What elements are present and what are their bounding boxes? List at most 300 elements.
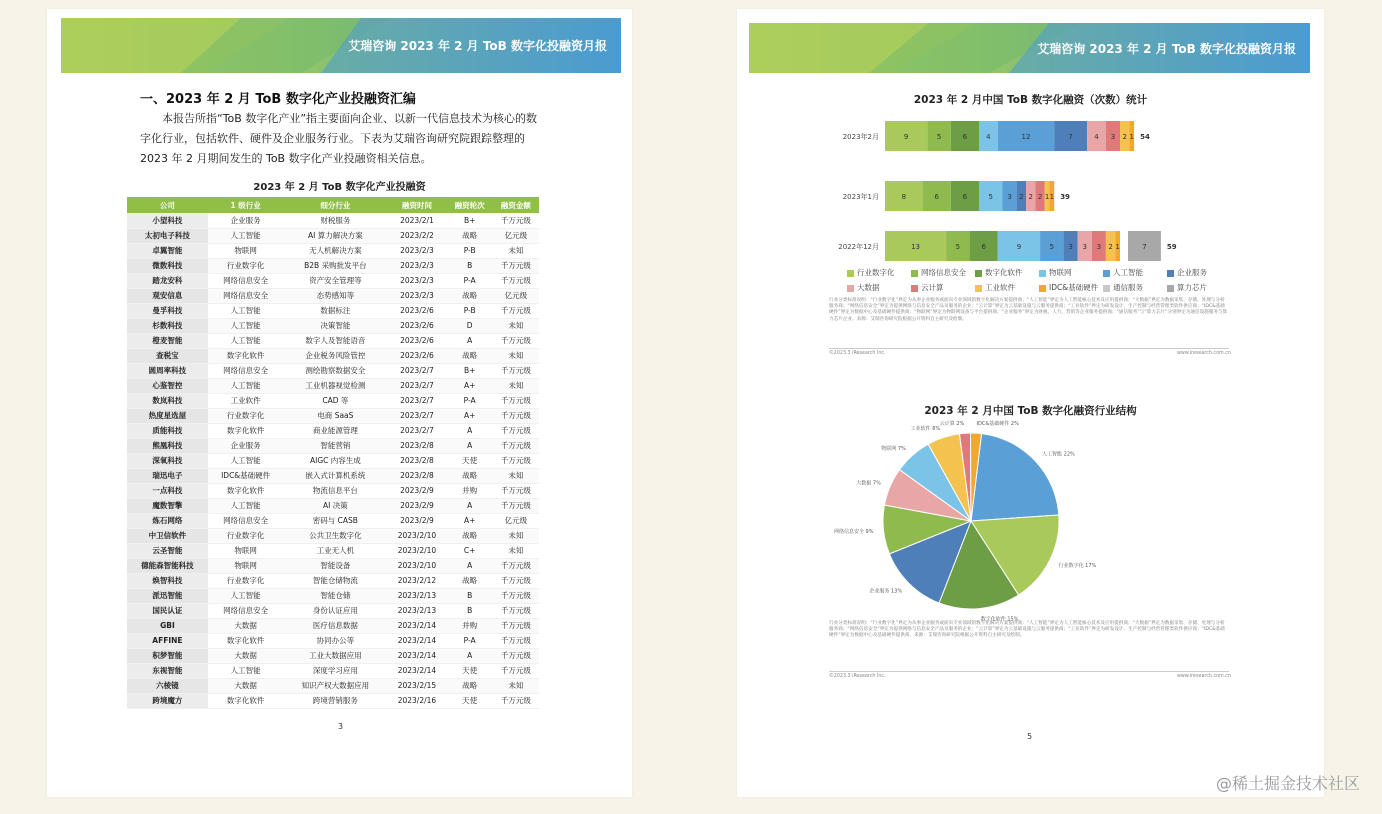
table-cell: 并购 [447,483,493,498]
data-label: 7 [1068,133,1073,141]
table-row [127,573,539,588]
report-page-3 [47,9,632,797]
data-label: 2 [1019,193,1024,201]
data-label: 6 [981,243,986,251]
data-label: 5 [1049,243,1055,251]
data-label: 2 [1037,193,1043,201]
table-cell: 查税宝 [127,348,208,363]
table-cell: A+ [447,378,493,393]
data-label: 9 [1016,243,1022,251]
table-row [127,603,539,618]
table-cell: 2023/2/7 [387,423,446,438]
data-label: 3 [1082,243,1087,251]
table-cell: 行业数字化 [208,408,284,423]
table-cell: 工业大数据应用 [283,648,387,663]
table-cell: 熊凰科技 [127,438,208,453]
table-row [127,378,539,393]
table-cell: AFFINE [127,633,208,648]
data-label: 4 [1094,133,1099,141]
table-cell: 人工智能 [208,453,284,468]
table-cell: 千万元级 [493,453,539,468]
table-cell: 未知 [493,378,539,393]
table-cell: 德能森智能科技 [127,558,208,573]
table-row [127,483,539,498]
table-cell: 魔数智擎 [127,498,208,513]
table-cell: P-B [447,243,493,258]
legend-label: 物联网 [1049,268,1072,277]
table-cell: 2023/2/14 [387,648,446,663]
table-cell: 东视智能 [127,663,208,678]
column-header: 公司 [127,197,208,213]
legend-swatch [1103,285,1110,292]
pie-label: 数字化软件 15% [980,616,1019,623]
pie-label: 人工智能 22% [1042,451,1075,458]
data-label: 1 [1049,193,1055,201]
table-cell: 商业能源管理 [283,423,387,438]
legend-item [911,267,975,278]
legend-item [1039,267,1103,278]
table-cell: 未知 [493,468,539,483]
table-cell: 2023/2/6 [387,348,446,363]
category-label: 2022年12月 [838,243,879,251]
table-cell: 千万元级 [493,408,539,423]
table-cell: 人工智能 [208,303,284,318]
data-label: 13 [911,243,921,251]
table-cell: 千万元级 [493,693,539,708]
table-cell: 2023/2/10 [387,528,446,543]
table-cell: 财税服务 [283,213,387,228]
legend-item [911,282,975,293]
table-cell: 嵌入式计算机系统 [283,468,387,483]
table-cell: 天使 [447,453,493,468]
table-cell: 无人机解决方案 [283,243,387,258]
table-row [127,318,539,333]
table-cell: 战略 [447,348,493,363]
table-cell: 橙麦智能 [127,333,208,348]
website: www.iresearch.com.cn [1177,674,1231,679]
table-cell: 千万元级 [493,303,539,318]
table-cell: 千万元级 [493,648,539,663]
pie-label: 行业数字化 17% [1058,562,1097,569]
table-row [127,543,539,558]
table-cell: 2023/2/3 [387,273,446,288]
table-cell: 资产安全管理等 [283,273,387,288]
table-cell: AI 决策 [283,498,387,513]
table-row [127,618,539,633]
table-cell: P-B [447,303,493,318]
table-cell: 战略 [447,288,493,303]
pie-label: 企业服务 13% [869,588,903,595]
table-cell: 千万元级 [493,498,539,513]
table-cell: 知识产权大数据应用 [283,678,387,693]
table-cell: 数字化软件 [208,348,284,363]
table-cell: 2023/2/1 [387,213,446,228]
data-label: 6 [962,193,968,201]
table-cell: 网络信息安全 [208,288,284,303]
table-cell: 2023/2/7 [387,408,446,423]
table-cell: 微数科技 [127,258,208,273]
table-cell: 数字化软件 [208,483,284,498]
table-cell: A+ [447,513,493,528]
table-cell: 一点科技 [127,483,208,498]
table-row [127,648,539,663]
table-cell: B [447,603,493,618]
intro-paragraph: 本报告所指“ToB 数字化产业”指主要面向企业、以新一代信息技术为核心的数字化行业，包括软件、硬件及企业服务行业。下表为艾瑞咨询研究院跟踪整理的 2023 年 2 月期间发生的 ToB 数字化产业投融资相关信息。 [140,112,538,165]
table-cell: 中卫信软件 [127,528,208,543]
table-cell: 炼石网络 [127,513,208,528]
banner-title: 艾瑞咨询 2023 年 2 月 ToB 数字化投融资月报 [348,39,607,53]
table-cell: 2023/2/3 [387,258,446,273]
table-cell: 物联网 [208,543,284,558]
data-label: 3 [1007,193,1012,201]
table-cell: 亿元级 [493,513,539,528]
table-cell: 六棱镜 [127,678,208,693]
table-cell: A+ [447,408,493,423]
section-heading: 一、2023 年 2 月 ToB 数字化产业投融资汇编 [140,92,416,107]
banner-title: 艾瑞咨询 2023 年 2 月 ToB 数字化投融资月报 [1037,41,1296,56]
legend-label: 工业软件 [985,283,1015,292]
copyright: ©2023.3 iResearch Inc. [829,674,886,679]
table-cell: P-A [447,633,493,648]
legend-label: 人工智能 [1113,268,1143,277]
table-cell: 热度星选屋 [127,408,208,423]
legend-swatch [1103,270,1110,277]
legend-swatch [911,285,918,292]
data-label: 3 [1110,133,1116,141]
table-row [127,453,539,468]
table-cell: 瑞迅电子 [127,468,208,483]
table-cell: 网络信息安全 [208,273,284,288]
divider [829,671,1229,672]
table-cell: 千万元级 [493,273,539,288]
legend-swatch [1039,285,1046,292]
pie-label: 大数据 7% [856,480,881,487]
table-cell: 千万元级 [493,558,539,573]
legend-item [975,267,1039,278]
data-label: 1 [1044,193,1050,201]
table-cell: 行业数字化 [208,573,284,588]
bar-chart-legend [847,267,1247,297]
data-label: 3 [1096,243,1102,251]
table-row [127,348,539,363]
table-cell: D [447,318,493,333]
table-cell: 战略 [447,678,493,693]
table-cell: 战略 [447,228,493,243]
table-cell: 2023/2/16 [387,693,446,708]
table-row [127,588,539,603]
data-label: 2 [1028,193,1033,201]
financing-table [127,197,539,709]
table-cell: 焕智科技 [127,573,208,588]
table-cell: 千万元级 [493,633,539,648]
table-cell: B [447,258,493,273]
data-label: 6 [962,133,968,141]
table-cell: 态势感知等 [283,288,387,303]
table-cell: 曼孚科技 [127,303,208,318]
pie-slice [971,434,1059,521]
total-label: 59 [1166,243,1177,251]
table-cell: 心鉴智控 [127,378,208,393]
table-cell: 未知 [493,243,539,258]
column-header: 融资时间 [387,197,446,213]
table-cell: 跨境魔方 [127,693,208,708]
table-cell: 2023/2/3 [387,243,446,258]
table-cell: 小望科技 [127,213,208,228]
data-label: 5 [955,243,961,251]
table-cell: B+ [447,363,493,378]
table-cell: 大数据 [208,618,284,633]
table-cell: A [447,648,493,663]
legend-swatch [975,285,982,292]
table-cell: 天使 [447,693,493,708]
report-page-5 [737,9,1324,797]
table-cell: 2023/2/6 [387,303,446,318]
table-cell: 智能设备 [283,558,387,573]
pie-label: 工业软件 6% [910,425,941,432]
column-header: 融资金额 [493,197,539,213]
table-cell: A [447,498,493,513]
table-cell: 未知 [493,528,539,543]
table-row [127,558,539,573]
table-cell: 2023/2/14 [387,633,446,648]
legend-label: 通信服务 [1113,283,1143,292]
table-cell: 物流信息平台 [283,483,387,498]
table-cell: 千万元级 [493,618,539,633]
data-label: 12 [1021,133,1031,141]
category-label: 2023年2月 [842,133,879,141]
legend-swatch [847,285,854,292]
legend-item [847,282,911,293]
table-cell: 人工智能 [208,378,284,393]
column-header: 细分行业 [283,197,387,213]
table-cell: 千万元级 [493,483,539,498]
legend-item [975,282,1039,293]
pie-chart-title: 2023 年 2 月中国 ToB 数字化融资行业结构 [924,405,1137,417]
table-cell: B [447,588,493,603]
table-cell: P-A [447,273,493,288]
table-cell: 并购 [447,618,493,633]
data-label: 1 [1129,133,1134,141]
table-cell: 未知 [493,348,539,363]
data-label: 5 [988,193,993,201]
table-cell: 企业服务 [208,213,284,228]
table-cell: 太初电子科技 [127,228,208,243]
table-cell: 杉数科技 [127,318,208,333]
table-cell: 2023/2/10 [387,558,446,573]
bar-chart [737,109,1324,264]
table-row [127,408,539,423]
table-cell: 2023/2/7 [387,363,446,378]
table-cell: 千万元级 [493,333,539,348]
table-cell: 千万元级 [493,258,539,273]
table-cell: 人工智能 [208,318,284,333]
table-row [127,393,539,408]
legend-label: 企业服务 [1177,268,1207,277]
table-cell: 2023/2/13 [387,603,446,618]
table-cell: A [447,333,493,348]
legend-item [1103,267,1167,278]
table-row [127,663,539,678]
table-cell: 2023/2/10 [387,543,446,558]
legend-label: 数字化软件 [985,268,1023,277]
legend-item [1167,282,1231,293]
data-label: 7 [1142,243,1147,251]
table-cell: 云圣智能 [127,543,208,558]
table-cell: 智能营销 [283,438,387,453]
legend-label: 行业数字化 [857,268,895,277]
legend-item [847,267,911,278]
data-label: 8 [901,193,907,201]
table-cell: 人工智能 [208,588,284,603]
total-label: 54 [1140,133,1150,141]
table-cell: IDC&基础硬件 [208,468,284,483]
table-cell: 人工智能 [208,663,284,678]
page-number: 3 [338,722,344,731]
table-cell: A [447,438,493,453]
table-cell: 智能仓储物流 [283,573,387,588]
table-cell: 公共卫生数字化 [283,528,387,543]
table-cell: 观安信息 [127,288,208,303]
report-banner [749,23,1310,73]
legend-swatch [1167,285,1174,292]
legend-swatch [1039,270,1046,277]
table-header-row [127,197,539,213]
table-cell: 亿元级 [493,288,539,303]
table-cell: 数岚科技 [127,393,208,408]
table-cell: B2B 采购批发平台 [283,258,387,273]
table-row [127,513,539,528]
table-cell: 国民认证 [127,603,208,618]
table-cell: 2023/2/8 [387,468,446,483]
table-cell: 2023/2/15 [387,678,446,693]
pie-label: 云计算 2% [939,421,965,428]
table-cell: 2023/2/9 [387,513,446,528]
table-cell: 踏龙安科 [127,273,208,288]
table-cell: 2023/2/8 [387,438,446,453]
table-row [127,528,539,543]
table-cell: GBI [127,618,208,633]
data-label: 3 [1068,243,1073,251]
table-cell: 数字化软件 [208,423,284,438]
legend-swatch [1167,270,1174,277]
bar-chart-title: 2023 年 2 月中国 ToB 数字化融资（次数）统计 [913,94,1148,106]
table-cell: 行业数字化 [208,528,284,543]
table-row [127,303,539,318]
table-cell: 2023/2/12 [387,573,446,588]
table-title: 2023 年 2 月 ToB 数字化产业投融资 [253,182,426,193]
column-header: 1 级行业 [208,197,284,213]
table-cell: AIGC 内容生成 [283,453,387,468]
table-row [127,438,539,453]
table-row [127,243,539,258]
table-cell: 跨境营销服务 [283,693,387,708]
table-cell: 企业税务风险管控 [283,348,387,363]
table-cell: 2023/2/6 [387,333,446,348]
table-cell: A [447,423,493,438]
data-label: 9 [903,133,909,141]
table-cell: AI 算力解决方案 [283,228,387,243]
legend-item [1103,282,1167,293]
table-cell: 数字化软件 [208,633,284,648]
site-watermark: @稀土掘金技术社区 [1215,774,1360,793]
pie-label: IDC&基础硬件 2% [976,421,1019,428]
table-cell: 2023/2/6 [387,318,446,333]
legend-label: 大数据 [857,283,880,292]
table-cell: 数据标注 [283,303,387,318]
legend-item [1039,282,1103,293]
legend-label: IDC&基础硬件 [1049,283,1099,292]
table-cell: 千万元级 [493,363,539,378]
table-cell: B+ [447,213,493,228]
page-number: 5 [1027,732,1033,741]
table-cell: 亿元级 [493,228,539,243]
table-cell: 2023/2/8 [387,453,446,468]
table-cell: 工业机器视觉检测 [283,378,387,393]
table-row [127,258,539,273]
table-cell: 测绘勘察数据安全 [283,363,387,378]
table-cell: 身份认证应用 [283,603,387,618]
table-cell: 千万元级 [493,588,539,603]
table-cell: 智能仓储 [283,588,387,603]
table-cell: 战略 [447,468,493,483]
column-header: 融资轮次 [447,197,493,213]
table-cell: 医疗信息数据 [283,618,387,633]
data-label: 2 [1108,243,1113,251]
website: www.iresearch.com.cn [1177,351,1231,356]
table-cell: 战略 [447,528,493,543]
data-label: 6 [934,193,939,201]
table-cell: C+ [447,543,493,558]
table-cell: 未知 [493,543,539,558]
legend-swatch [975,270,982,277]
table-row [127,693,539,708]
table-cell: 2023/2/3 [387,288,446,303]
table-row [127,468,539,483]
data-label: 1 [1115,243,1120,251]
table-cell: 2023/2/13 [387,588,446,603]
table-cell: 千万元级 [493,573,539,588]
table-cell: 网络信息安全 [208,603,284,618]
table-row [127,633,539,648]
table-cell: 深度学习应用 [283,663,387,678]
table-cell: 积梦智能 [127,648,208,663]
table-cell: 行业数字化 [208,258,284,273]
table-cell: 2023/2/7 [387,393,446,408]
table-cell: 人工智能 [208,333,284,348]
table-row [127,423,539,438]
table-cell: 物联网 [208,243,284,258]
report-banner [61,18,621,73]
table-cell: 人工智能 [208,498,284,513]
table-cell: 千万元级 [493,393,539,408]
table-cell: 天使 [447,663,493,678]
table-cell: 2023/2/2 [387,228,446,243]
table-cell: CAD 等 [283,393,387,408]
table-cell: 大数据 [208,648,284,663]
table-row [127,498,539,513]
table-cell: 未知 [493,318,539,333]
table-cell: 2023/2/14 [387,618,446,633]
table-cell: A [447,558,493,573]
table-cell: 物联网 [208,558,284,573]
table-cell: 千万元级 [493,603,539,618]
table-cell: 千万元级 [493,213,539,228]
legend-label: 网络信息安全 [921,268,966,277]
bar-chart-source-note: 行业分类标准说明：“行业数字化”界定为从事企业服务或面向专业领域的数字化解决方案提供商；“人工智能”界定为人工智能核心技术及应用提供商；“大数据”界定为数据采集、存储、处理与分析服务商；“网络信息安全”界定为提供网络与信息安全产品及服务的企业；“云计算”界定为云基础设施与云服务提供商；“工业软件”界定为研发设计、生产控制与经营管理类软件供应商；“IDC&基础硬件”界定为数据中心及基础硬件提供商；“物联网”界定为物联网设备与平台提供商；“企业服务”界定为财税、人力、营销等企业服务提供商；“通信服务”与“算力芯片”分别界定为通信设施服务与算力芯片企业。来源：艾瑞咨询研究院根据公开资料自主研究及绘制。 [829,298,1228,322]
table-cell: 2023/2/9 [387,498,446,513]
table-row [127,678,539,693]
table-row [127,363,539,378]
